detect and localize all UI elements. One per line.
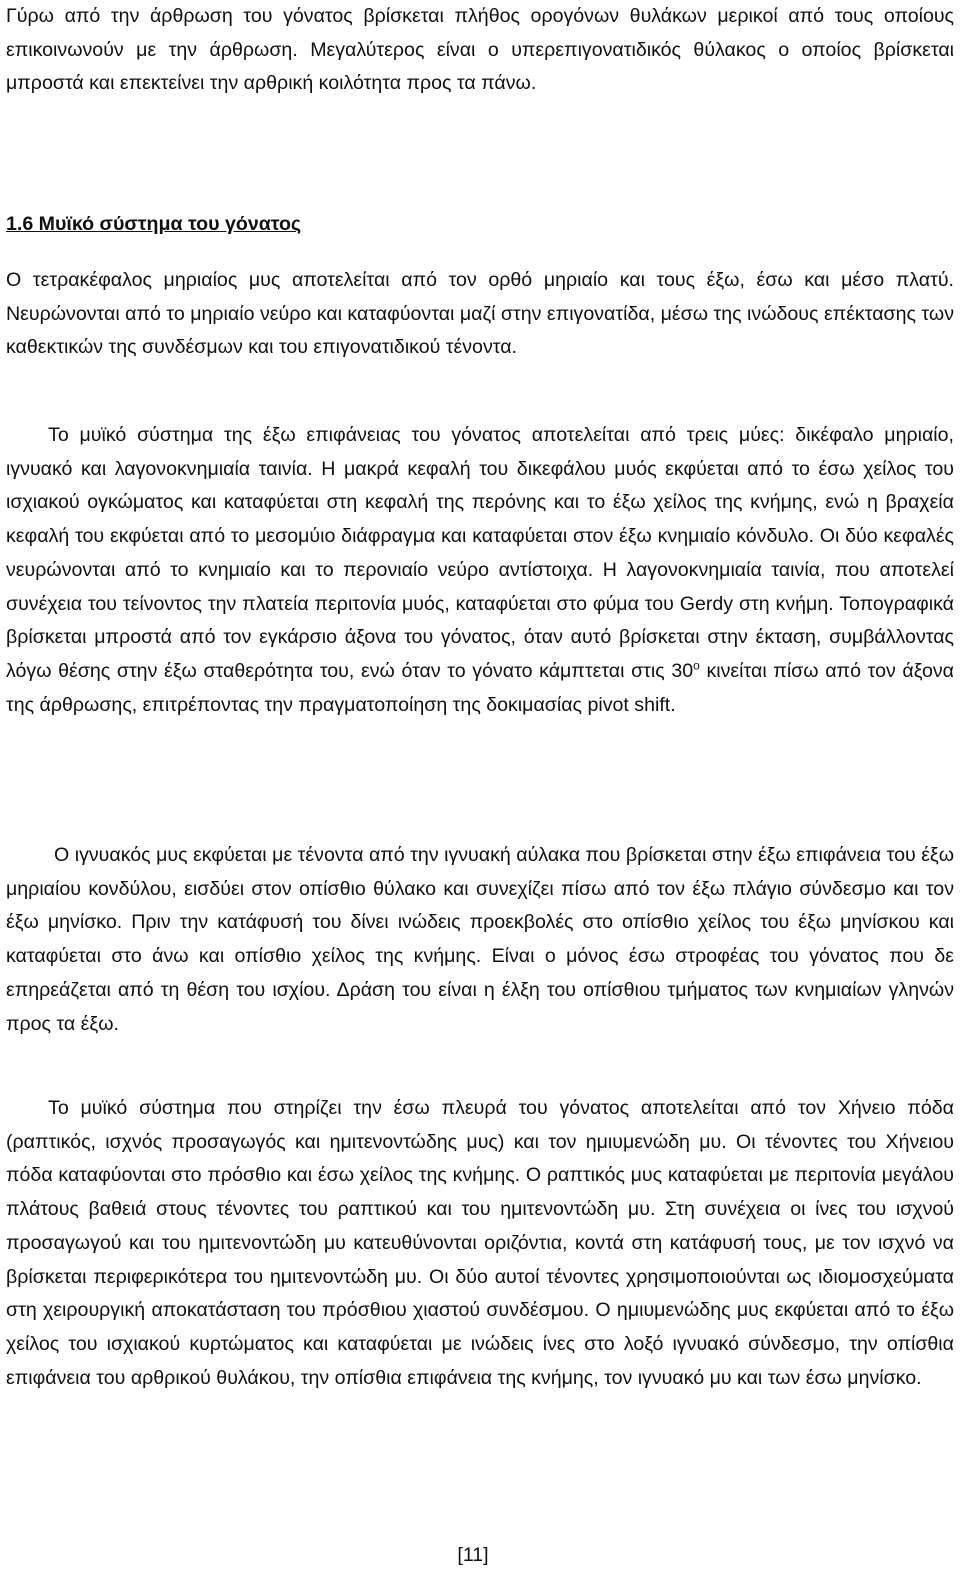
lateral-muscles-text-end: κινείται πίσω από τον άξονα της άρθρωσης, επιτρέποντας την πραγματοποίηση της δοκιμασίας pivot shift. [6, 659, 955, 716]
intro-paragraph: Γύρω από την άρθρωση του γόνατος βρίσκεται πλήθος ορογόνων θυλάκων μερικοί από τους οποίους επικοινωνούν με την άρθρωση. Μεγαλύτερος είναι ο υπερεπιγονατιδικός θύλακος ο οποίος βρίσκεται μπροστά και επεκτείνει την αρθρική κοιλότητα προς τα πάνω. [6, 5, 954, 95]
quadriceps-paragraph: Ο τετρακέφαλος μηριαίος μυς αποτελείται από τον ορθό μηριαίο και τους έξω, έσω και μέσο πλατύ. Νευρώνονται από το μηριαίο νεύρο και καταφύονται μαζί στην επιγονατίδα, μέσω της ινώδους επέκτασης των καθεκτικών της συνδέσμων και του επιγονατιδικού τένοντα. [6, 269, 954, 359]
popliteus-paragraph: Ο ιγνυακός μυς εκφύεται με τένοντα από την ιγνυακή αύλακα που βρίσκεται στην έξω επιφάνεια του έξω μηριαίου κονδύλου, εισδύει στον οπίσθιο θύλακο και συνεχίζει πίσω από τον έξω πλάγιο σύνδεσμο και τον έξω μηνίσκο. Πριν την κατάφυσή του δίνει ινώδεις προεκβολές στο οπίσθιο χείλος του έξω μηνίσκου και καταφύεται στο άνω και οπίσθιο χείλος της κνήμης. Είναι ο μόνος έσω στροφέας του γόνατος που δε επηρεάζεται από τη θέση του ισχίου. Δράση του είναι η έλξη του οπίσθιου τμήματος των κνημιαίων γληνών προς τα έξω. [6, 844, 954, 1035]
lateral-muscles-paragraph [6, 419, 954, 722]
lateral-muscles-text: Το μυϊκό σύστημα της έξω επιφάνειας του γόνατος αποτελείται από τρεις μύες: δικέφαλο μηριαίο, ιγνυακό και λαγονοκνημιαία ταινία. Η μακρά κεφαλή του δικεφάλου μυός εκφύεται από το έσω χείλος του ισχιακού ογκώματος και καταφύεται στη κεφαλή της περόνης και το έξω χείλος της κνήμης, ενώ η βραχεία κεφαλή του εκφύεται από το μεσομύιο διάφραγμα και καταφύεται στον έξω κνημιαίο κόνδυλο. Οι δύο κεφαλές νευρώνονται από το κνημιαίο και το περονιαίο νεύρο αντίστοιχα. Η λαγονοκνημιαία ταινία, που αποτελεί συνέχεια του τείνοντος την πλατεία περιτονία μυός, καταφύεται στο φύμα του Gerdy στη κνήμη. Τοπογραφικά βρίσκεται μπροστά από τον εγκάρσιο άξονα του γόνατος, όταν αυτό βρίσκεται στην έκταση, συμβάλλοντας λόγω θέσης στην έξω σταθερότητα του, ενώ όταν το γόνατο κάμπτεται στις 30 [6, 424, 954, 682]
page-number: [11] [457, 1544, 489, 1566]
degree-superscript: ο [693, 658, 700, 673]
section-heading: 1.6 Μυϊκό σύστημα του γόνατος [6, 213, 302, 235]
medial-muscles-paragraph: Το μυϊκό σύστημα που στηρίζει την έσω πλευρά του γόνατος αποτελείται από τον Χήνειο πόδα (ραπτικός, ισχνός προσαγωγός και ημιτενοντώδης μυς) και τον ημιυμενώδη μυ. Οι τένοντες του Χήνειου πόδα καταφύονται στο πρόσθιο και έσω χείλος της κνήμης. Ο ραπτικός μυς καταφύεται με περιτονία μεγάλου πλάτους βαθειά στους τένοντες του ραπτικού και του ημιτενοντώδη μυ. Στη συνέχεια οι ίνες του ισχνού προσαγωγού και του ημιτενοντώδη μυ κατευθύνονται οριζόντια, κοντά στη κατάφυσή τους, με τον ισχνό να βρίσκεται περιφερικότερα του ημιτενοντώδη μυ. Οι δύο αυτοί τένοντες χρησιμοποιούνται ως ιδιομοσχεύματα στη χειρουργική αποκατάσταση του πρόσθιου χιαστού συνδέσμου. Ο ημιυμενώδης μυς εκφύεται από το έξω χείλος του ισχιακού κυρτώματος και καταφύεται με ινώδεις ίνες στο λοξό ιγνυακό σύνδεσμο, την οπίσθια επιφάνεια του αρθρικού θυλάκου, την οπίσθια επιφάνεια της κνήμης, τον ιγνυακό μυ και των έσω μηνίσκο. [6, 1097, 954, 1389]
